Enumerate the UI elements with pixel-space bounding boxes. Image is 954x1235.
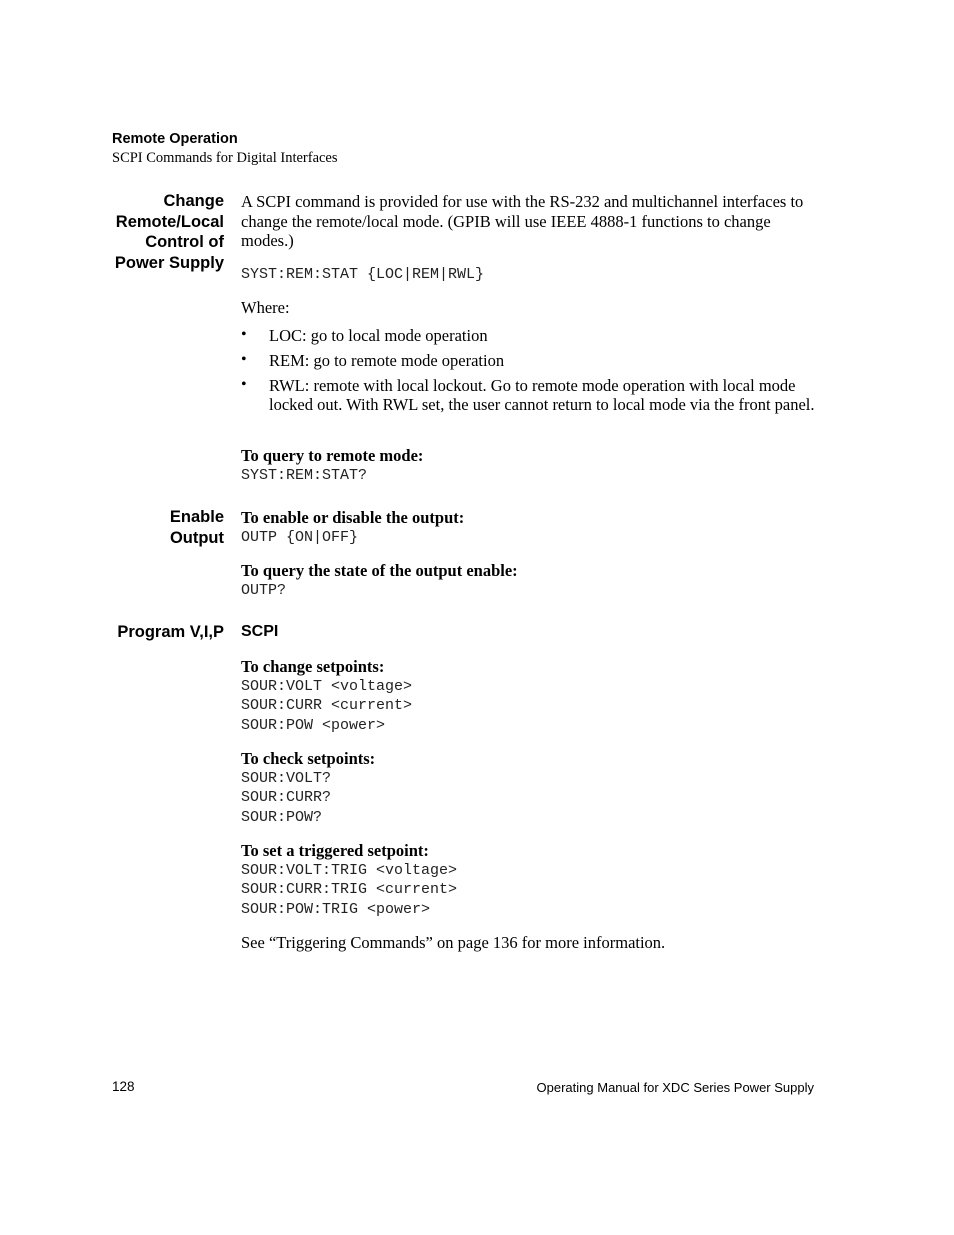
command-line: SOUR:POW:TRIG <power> (241, 900, 431, 918)
command-line: SOUR:CURR? (241, 789, 332, 806)
manual-title: Operating Manual for XDC Series Power Supply (536, 1080, 814, 1095)
query-remote-command: SYST:REM:STAT? (241, 466, 368, 484)
check-setpoints-label: To check setpoints: (241, 749, 376, 768)
command-line: SOUR:VOLT? (241, 769, 332, 787)
where-label: Where: (241, 298, 290, 317)
section-subtitle: SCPI Commands for Digital Interfaces (112, 150, 338, 166)
remote-state-command: SYST:REM:STAT {LOC|REM|RWL} (241, 266, 485, 283)
command-line: SOUR:VOLT <voltage> (241, 677, 413, 695)
list-item: • LOC: go to local mode operation (241, 326, 488, 345)
enable-output-label: To enable or disable the output: (241, 508, 465, 527)
page-number: 128 (112, 1079, 135, 1094)
query-output-label: To query the state of the output enable: (241, 561, 518, 580)
change-setpoints-label: To change setpoints: (241, 657, 385, 676)
command-line: SOUR:CURR:TRIG <current> (241, 881, 458, 898)
command-line: SOUR:CURR <current> (241, 697, 413, 714)
command-line: SOUR:POW <power> (241, 716, 386, 734)
change-remote-local-body (241, 192, 816, 251)
list-item: • REM: go to remote mode operation (241, 351, 505, 370)
intro-paragraph: A SCPI command is provided for use with the RS-232 and multichannel interfaces to change the remote/local mode. (GPIB will use IEEE 4888-1 functions to change modes.) (241, 192, 804, 250)
bullet-icon: • (241, 375, 247, 393)
command-line: SOUR:VOLT:TRIG <voltage> (241, 861, 458, 879)
query-remote-label: To query to remote mode: (241, 446, 424, 465)
scpi-subheading: SCPI (241, 623, 279, 640)
enable-output-command: OUTP {ON|OFF} (241, 528, 359, 546)
see-also-note: See “Triggering Commands” on page 136 for more information. (241, 933, 666, 952)
triggered-setpoint-label: To set a triggered setpoint: (241, 841, 429, 860)
bullet-icon: • (241, 351, 247, 368)
bullet-icon: • (241, 326, 247, 343)
command-line: SOUR:POW? (241, 808, 323, 826)
program-vip-heading: Program V,I,P (117, 623, 224, 641)
list-item: • RWL: remote with local lockout. Go to remote mode operation with local mode locked out. With RWL set, the user cannot return to local mode via the front panel. (241, 375, 815, 414)
chapter-title: Remote Operation (112, 131, 238, 147)
mode-options-list (241, 326, 816, 415)
enable-output-heading: Enable Output (169, 508, 224, 547)
change-remote-local-heading: Change Remote/Local Control of Power Supply (114, 192, 224, 272)
query-output-command: OUTP? (241, 581, 287, 599)
